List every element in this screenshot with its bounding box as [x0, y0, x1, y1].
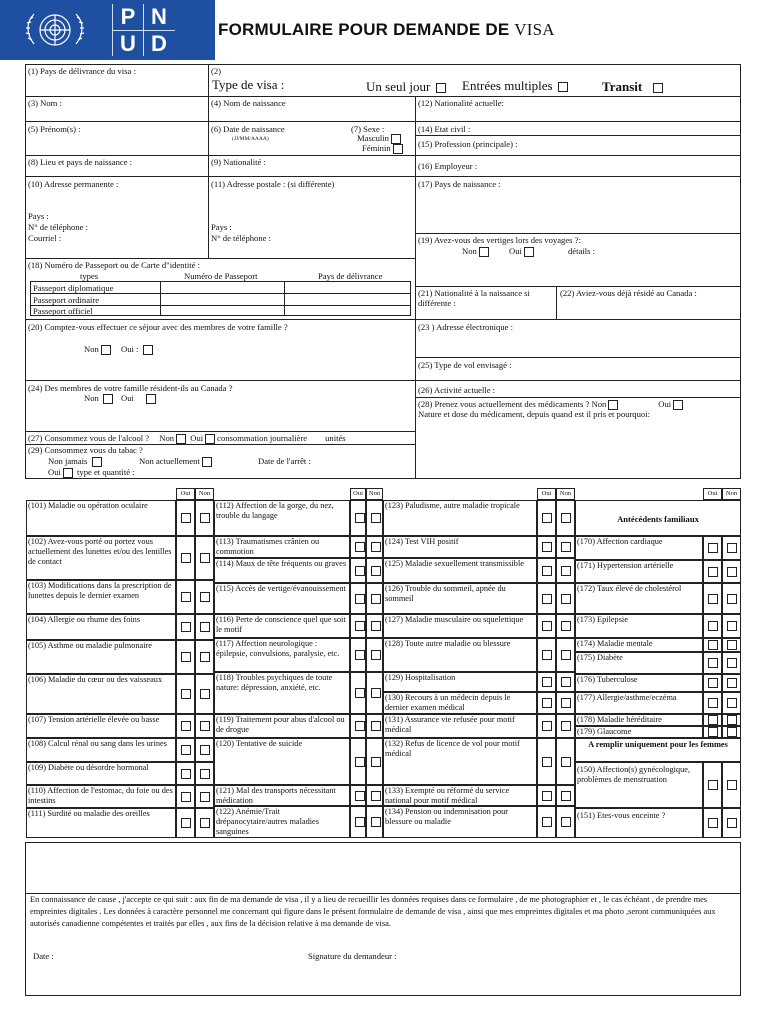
option-transit-label: Transit — [602, 79, 643, 94]
field-nom-naissance: (4) Nom de naissance — [211, 98, 286, 108]
tabac-non-actuel-checkbox[interactable] — [202, 457, 212, 467]
pnud-letters — [112, 4, 175, 56]
condition-label: (118) Troubles psychiques de toute nature: dépression, anxiété, etc. — [216, 673, 333, 692]
field-famille-sejour: (20) Comptez-vous effectuer ce séjour avec des membres de votre famille ? — [28, 322, 288, 332]
oui-checkbox[interactable] — [542, 677, 552, 687]
declaration-text: En connaissance de cause , j'accepte ce qui suit : aux fin de ma demande de visa , il y a lieu de recueillir les données requises dans ce formulaire , de me photographier et , le cas échéant , de prendre mes empreintes digitales . Les données à caractère personnel me concernant qui figure dans le présent formulaire de demande de visa , ainsi que mes empreintes digitales et ma photo ,seront communiquées aux autorisés canadienne compétentes et traités par elles , aux fins de la décision relative à ma demande de visa. — [30, 895, 716, 928]
oui-checkbox[interactable] — [708, 543, 718, 553]
sexe-feminin[interactable] — [362, 143, 405, 154]
condition-label: (110) Affection de l'estomac, du foie ou des intestins — [28, 786, 173, 805]
field-employeur: (16) Employeur : — [418, 161, 478, 171]
condition-label: (179) Glaucome — [577, 727, 632, 736]
tabac-non-jamais-checkbox[interactable] — [92, 457, 102, 467]
non-checkbox[interactable] — [200, 592, 210, 602]
non-checkbox[interactable] — [561, 513, 571, 523]
non-checkbox[interactable] — [561, 677, 571, 687]
non-checkbox[interactable] — [371, 650, 381, 660]
field-nom: (3) Nom : — [28, 98, 62, 108]
declaration-date: Date : — [33, 951, 54, 961]
non-checkbox[interactable] — [561, 791, 571, 801]
condition-label: (116) Perte de conscience quel que soit le motif — [216, 615, 346, 634]
condition-label: (125) Maladie sexuellement transmissible — [385, 559, 524, 568]
non-checkbox[interactable] — [371, 542, 381, 552]
passport-type-row: Passeport officiel — [33, 306, 93, 316]
condition-label: (151) Etes-vous enceinte ? — [577, 811, 666, 820]
condition-label: (119) Traitement pour abus d'alcool ou de drogue — [216, 715, 345, 734]
medicaments-question: (28) Prenez vous actuellement des médicaments ? Non — [418, 399, 607, 409]
non-checkbox[interactable] — [727, 678, 737, 688]
non-checkbox[interactable] — [200, 689, 210, 699]
condition-label: (174) Maladie mentale — [577, 639, 653, 648]
condition-label: (101) Maladie ou opération oculaire — [28, 501, 148, 510]
field-vertiges: (19) Avez-vous des vertiges lors des voyages ?: — [418, 235, 581, 245]
oui-checkbox[interactable] — [355, 791, 365, 801]
multiple-checkbox[interactable] — [558, 82, 568, 92]
oui-checkbox[interactable] — [181, 689, 191, 699]
vertiges-oui-label: Oui — [509, 246, 522, 256]
field-profession: (15) Profession (principale) : — [418, 139, 518, 149]
non-checkbox[interactable] — [727, 698, 737, 708]
non-checkbox[interactable] — [371, 757, 381, 767]
condition-label: (115) Accès de vertige/évanouissement — [216, 584, 346, 593]
condition-label: (117) Affection neurologique : épilepsie, convulsions, paralysie, etc. — [216, 639, 340, 658]
non-checkbox[interactable] — [727, 818, 737, 828]
oui-checkbox[interactable] — [355, 817, 365, 827]
field-visa-country: (1) Pays de délivrance du visa : — [28, 66, 136, 76]
condition-label: (107) Tension artérielle élevée ou basse — [28, 715, 160, 724]
alcool-conso-label: consommation journalière — [217, 433, 308, 443]
condition-label: (121) Mal des transports nécessitant médication — [216, 786, 336, 805]
field-type-vol: (25) Type de vol envisagé : — [418, 360, 512, 370]
condition-label: (106) Maladie du cœur ou des vaisseaux — [28, 675, 163, 684]
oui-checkbox[interactable] — [708, 818, 718, 828]
tabac-non-actuel-label: Non actuellement — [139, 456, 200, 466]
non-checkbox[interactable] — [371, 817, 381, 827]
non-header: Non — [198, 490, 211, 497]
oui-checkbox[interactable] — [708, 567, 718, 577]
oui-checkbox[interactable] — [542, 566, 552, 576]
oui-header: Oui — [707, 490, 718, 497]
non-checkbox[interactable] — [561, 566, 571, 576]
condition-label: (114) Maux de tête fréquents ou graves — [216, 559, 347, 568]
famille-sejour-oui[interactable] — [121, 344, 155, 355]
logo-letter: N — [151, 4, 167, 29]
non-checkbox[interactable] — [200, 513, 210, 523]
field-adresse-postale: (11) Adresse postale : (si différente) — [211, 179, 335, 189]
field-sexe: (7) Sexe : — [351, 124, 385, 134]
field-reside-canada: (22) Aviez-vous déjà résidé au Canada : — [560, 288, 697, 298]
oui-checkbox[interactable] — [708, 698, 718, 708]
tabac-oui-label: Oui — [48, 467, 61, 477]
form-title-main: FORMULAIRE POUR DEMANDE DE — [218, 20, 515, 39]
passport-col-numero: Numéro de Passeport — [184, 271, 258, 281]
non-header: Non — [559, 490, 572, 497]
non-checkbox[interactable] — [371, 566, 381, 576]
condition-label: (103) Modifications dans la prescription de lunettes depuis le dernier examen — [28, 581, 172, 600]
logo-letter: U — [120, 31, 136, 56]
feminin-label: Féminin — [362, 143, 391, 153]
non-checkbox[interactable] — [727, 780, 737, 790]
non-checkbox[interactable] — [200, 553, 210, 563]
oui-checkbox[interactable] — [542, 817, 552, 827]
field-medicaments-details: Nature et dose du médicament, depuis quand est il pris et pourquoi: — [418, 409, 650, 419]
oui-checkbox[interactable] — [181, 818, 191, 828]
condition-label: (122) Anémie/Trait drépanocytaire/autres maladies sanguines — [216, 807, 319, 836]
masculin-label: Masculin — [357, 133, 389, 143]
non-checkbox[interactable] — [371, 513, 381, 523]
oui-checkbox[interactable] — [181, 553, 191, 563]
field-nationalite: (9) Nationalité : — [211, 157, 266, 167]
condition-label: (123) Paludisme, autre maladie tropicale — [385, 501, 520, 510]
condition-label: (109) Diabète ou désordre hormonal — [28, 763, 149, 772]
condition-label: (150) Affection(s) gynécologique, problèmes de menstruation — [577, 765, 690, 784]
option-single-day-label: Un seul jour — [366, 79, 431, 94]
family-history-title: Antécédents familiaux — [617, 514, 699, 524]
famille-canada-oui-label: Oui — [121, 393, 134, 403]
condition-label: (129) Hospitalisation — [385, 673, 456, 682]
condition-label: (105) Asthme ou maladie pulmonaire — [28, 641, 152, 650]
non-header: Non — [725, 490, 738, 497]
alcool-non-label: Non — [159, 433, 175, 443]
famille-canada-non-label: Non — [84, 393, 99, 403]
medicaments-oui-checkbox[interactable] — [673, 400, 683, 410]
non-checkbox[interactable] — [561, 594, 571, 604]
oui-checkbox[interactable] — [542, 757, 552, 767]
famille-sejour-non-label: Non — [84, 344, 99, 354]
non-checkbox[interactable] — [200, 792, 210, 802]
oui-checkbox[interactable] — [181, 622, 191, 632]
non-checkbox[interactable] — [561, 757, 571, 767]
form-title — [218, 20, 555, 40]
vertiges-details: détails : — [568, 246, 595, 256]
oui-header: Oui — [353, 490, 363, 497]
date-format-hint: (JJ/MM/AAAA) — [232, 136, 269, 142]
field-passeport: (18) Numéro de Passeport ou de Carte d"identité : — [28, 260, 200, 270]
condition-label: (126) Trouble du sommeil, apnée du sommeil — [385, 584, 506, 603]
field-adresse-electronique: (23 ) Adresse électronique : — [418, 322, 513, 332]
option-multiple[interactable] — [462, 79, 570, 93]
oui-checkbox[interactable] — [355, 566, 365, 576]
tabac-date-arret: Date de l'arrêt : — [258, 456, 311, 466]
non-checkbox[interactable] — [371, 594, 381, 604]
oui-checkbox[interactable] — [542, 594, 552, 604]
vertiges-non-checkbox[interactable] — [479, 247, 489, 257]
pnud-logo — [0, 0, 215, 60]
condition-label: (120) Tentative de suicide — [216, 739, 303, 748]
addr2-pays: Pays : — [211, 222, 232, 232]
non-checkbox[interactable] — [371, 621, 381, 631]
vertiges-non[interactable] — [462, 246, 491, 257]
famille-canada-oui[interactable] — [121, 393, 158, 404]
field-activite: (26) Activité actuelle : — [418, 385, 496, 395]
addr2-telephone: N° de téléphone : — [211, 233, 271, 243]
field-adresse-permanente: (10) Adresse permanente : — [28, 179, 119, 189]
condition-label: (111) Surdité ou maladie des oreilles — [28, 809, 150, 818]
oui-checkbox[interactable] — [355, 688, 365, 698]
condition-label: (173) Epilepsie — [577, 615, 628, 624]
medicaments-oui-label: Oui — [658, 399, 672, 409]
alcool-non-checkbox[interactable] — [176, 434, 186, 444]
women-section-title: A remplir uniquement pour les femmes — [588, 740, 728, 749]
non-checkbox[interactable] — [561, 542, 571, 552]
passport-type-row: Passeport ordinaire — [33, 295, 100, 305]
passport-col-types: types — [80, 271, 99, 281]
field-alcool[interactable] — [28, 433, 346, 444]
oui-checkbox[interactable] — [542, 791, 552, 801]
field-tabac: (29) Consommez vous du tabac ? — [28, 445, 143, 455]
un-emblem-icon — [12, 4, 98, 56]
form-title-visa: VISA — [514, 20, 555, 39]
oui-header: Oui — [541, 490, 552, 497]
option-transit[interactable] — [602, 80, 665, 94]
non-checkbox[interactable] — [727, 594, 737, 604]
condition-label: (131) Assurance vie refusée pour motif médical — [385, 715, 515, 734]
alcool-oui-label: Oui — [190, 433, 204, 443]
non-checkbox[interactable] — [561, 698, 571, 708]
tabac-oui[interactable] — [48, 467, 135, 478]
declaration-signature: Signature du demandeur : — [308, 951, 397, 961]
oui-checkbox[interactable] — [542, 650, 552, 660]
condition-label: (171) Hypertension artérielle — [577, 561, 674, 570]
passport-col-pays: Pays de délivrance — [318, 271, 383, 281]
oui-checkbox[interactable] — [542, 621, 552, 631]
non-checkbox[interactable] — [200, 721, 210, 731]
non-checkbox[interactable] — [371, 688, 381, 698]
addr1-telephone: N° de téléphone : — [28, 222, 88, 232]
oui-checkbox[interactable] — [708, 640, 718, 650]
field-2-label: (2) — [211, 66, 222, 76]
oui-checkbox[interactable] — [708, 621, 718, 631]
non-checkbox[interactable] — [371, 791, 381, 801]
condition-label: (113) Traumatismes crânien ou commotion — [216, 537, 320, 556]
condition-label: (170) Affection cardiaque — [577, 537, 663, 546]
non-checkbox[interactable] — [200, 769, 210, 779]
tabac-non-actuel[interactable] — [139, 456, 214, 467]
logo-letter: D — [151, 31, 167, 56]
oui-checkbox[interactable] — [355, 542, 365, 552]
oui-checkbox[interactable] — [181, 652, 191, 662]
famille-canada-non[interactable] — [84, 393, 115, 404]
vertiges-oui-checkbox[interactable] — [524, 247, 534, 257]
non-checkbox[interactable] — [727, 621, 737, 631]
non-checkbox[interactable] — [727, 543, 737, 553]
non-checkbox[interactable] — [561, 721, 571, 731]
single-day-checkbox[interactable] — [436, 83, 446, 93]
famille-sejour-oui-checkbox[interactable] — [143, 345, 153, 355]
field-nationalite-naissance: (21) Nationalité à la naissance si différente : — [418, 288, 530, 308]
oui-checkbox[interactable] — [708, 715, 718, 725]
condition-label: (130) Recours à un médecin depuis le dernier examen médical — [385, 693, 511, 712]
field-pays-naissance: (17) Pays de naissance : — [418, 179, 501, 189]
transit-checkbox[interactable] — [653, 83, 663, 93]
non-checkbox[interactable] — [561, 650, 571, 660]
oui-checkbox[interactable] — [181, 792, 191, 802]
oui-checkbox[interactable] — [181, 769, 191, 779]
field-prenoms: (5) Prénom(s) : — [28, 124, 81, 134]
oui-checkbox[interactable] — [542, 698, 552, 708]
condition-label: (178) Maladie héréditaire — [577, 715, 662, 724]
non-checkbox[interactable] — [727, 658, 737, 668]
non-checkbox[interactable] — [561, 817, 571, 827]
oui-checkbox[interactable] — [542, 542, 552, 552]
condition-label: (177) Allergie/asthme/eczéma — [577, 693, 677, 702]
non-checkbox[interactable] — [727, 715, 737, 725]
addr1-courriel: Courriel : — [28, 233, 62, 243]
non-checkbox[interactable] — [727, 727, 737, 737]
non-checkbox[interactable] — [200, 818, 210, 828]
alcool-oui-checkbox[interactable] — [205, 434, 215, 444]
field-date-naissance: (6) Date de naissance — [211, 124, 285, 134]
oui-checkbox[interactable] — [355, 594, 365, 604]
famille-canada-oui-checkbox[interactable] — [146, 394, 156, 404]
tabac-non-jamais[interactable] — [48, 456, 104, 467]
non-checkbox[interactable] — [727, 640, 737, 650]
famille-sejour-oui-label: Oui : — [121, 344, 139, 354]
oui-checkbox[interactable] — [708, 780, 718, 790]
tabac-non-jamais-label: Non jamais — [48, 456, 88, 466]
oui-checkbox[interactable] — [181, 513, 191, 523]
oui-header: Oui — [180, 490, 191, 497]
oui-checkbox[interactable] — [181, 745, 191, 755]
oui-checkbox[interactable] — [708, 727, 718, 737]
non-checkbox[interactable] — [371, 721, 381, 731]
visa-type-label: Type de visa : — [212, 77, 285, 92]
alcool-question: (27) Consommez vous de l'alcool ? — [28, 433, 150, 443]
condition-label: (134) Pension ou indemnisation pour blessure ou maladie — [385, 807, 509, 826]
condition-label: (108) Calcul rénal ou sang dans les urines — [28, 739, 167, 748]
option-single-day[interactable] — [366, 80, 448, 94]
non-checkbox[interactable] — [200, 745, 210, 755]
oui-checkbox[interactable] — [542, 513, 552, 523]
oui-checkbox[interactable] — [355, 721, 365, 731]
condition-label: (104) Allergie ou rhume des foins — [28, 615, 141, 624]
famille-sejour-non[interactable] — [84, 344, 113, 355]
logo-letter: P — [120, 4, 136, 29]
field-lieu-naissance: (8) Lieu et pays de naissance : — [28, 157, 133, 167]
vertiges-non-label: Non — [462, 246, 477, 256]
oui-checkbox[interactable] — [355, 513, 365, 523]
condition-label: (102) Avez-vous porté ou portez vous actuellement des lunettes et/ou des lentilles de contact — [28, 537, 172, 566]
option-multiple-label: Entrées multiples — [462, 78, 553, 93]
condition-label: (132) Refus de licence de vol pour motif médical — [385, 739, 520, 758]
feminin-checkbox[interactable] — [393, 144, 403, 154]
oui-checkbox[interactable] — [355, 757, 365, 767]
oui-checkbox[interactable] — [542, 721, 552, 731]
condition-label: (176) Tuberculose — [577, 675, 638, 684]
non-checkbox[interactable] — [561, 621, 571, 631]
non-checkbox[interactable] — [727, 567, 737, 577]
passport-type-row: Passeport diplomatique — [33, 283, 114, 293]
oui-checkbox[interactable] — [355, 621, 365, 631]
oui-checkbox[interactable] — [708, 678, 718, 688]
non-header: Non — [368, 490, 381, 497]
condition-label: (128) Toute autre maladie ou blessure — [385, 639, 511, 648]
non-checkbox[interactable] — [200, 652, 210, 662]
condition-label: (127) Maladie musculaire ou squelettique — [385, 615, 524, 624]
alcool-unites-label: unités — [325, 433, 346, 443]
oui-checkbox[interactable] — [708, 658, 718, 668]
tabac-oui-checkbox[interactable] — [63, 468, 73, 478]
field-famille-canada: (24) Des membres de votre famille résident-ils au Canada ? — [28, 383, 233, 393]
famille-canada-non-checkbox[interactable] — [103, 394, 113, 404]
non-checkbox[interactable] — [200, 622, 210, 632]
condition-label: (172) Taux élevé de cholestérol — [577, 584, 682, 593]
condition-label: (124) Test VIH positif — [385, 537, 459, 546]
field-etat-civil: (14) Etat civil : — [418, 124, 471, 134]
oui-checkbox[interactable] — [181, 721, 191, 731]
condition-label: (112) Affection de la gorge, du nez, trouble du langage — [216, 501, 334, 520]
famille-sejour-non-checkbox[interactable] — [101, 345, 111, 355]
oui-checkbox[interactable] — [355, 650, 365, 660]
field-nationalite-actuelle: (12) Nationalité actuelle: — [418, 98, 504, 108]
addr1-pays: Pays : — [28, 211, 49, 221]
tabac-type-label: type et quantité : — [77, 467, 135, 477]
condition-label: (175) Diabète — [577, 653, 623, 662]
oui-checkbox[interactable] — [181, 592, 191, 602]
condition-label: (133) Exempté ou réformé du service national pour motif médical — [385, 786, 510, 805]
oui-checkbox[interactable] — [708, 594, 718, 604]
vertiges-oui[interactable] — [509, 246, 536, 257]
